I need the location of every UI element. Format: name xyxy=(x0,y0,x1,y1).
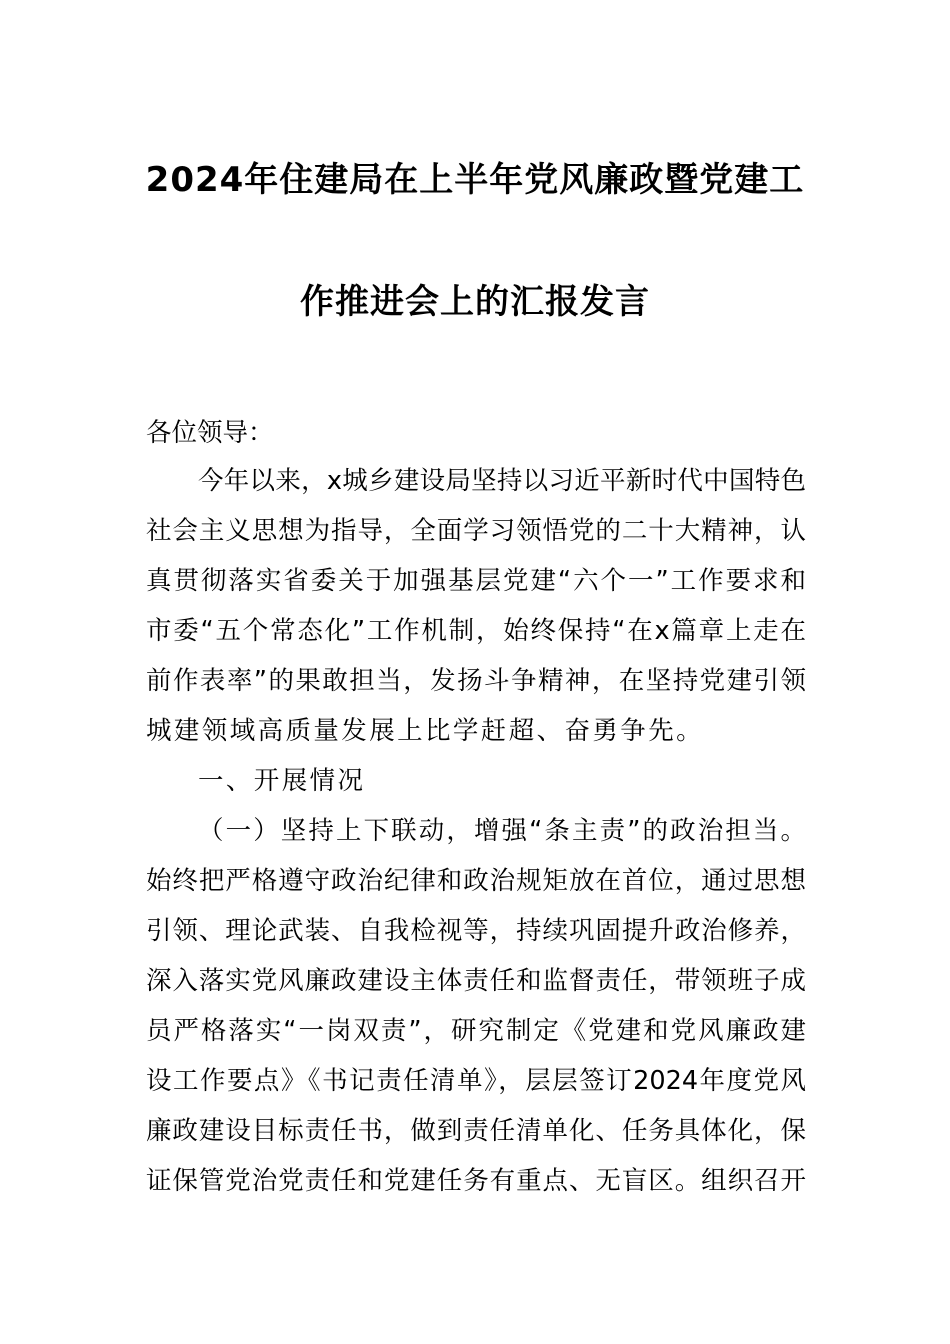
paragraph-1-line-5: 前作表率”的果敢担当，发扬斗争精神，在坚持党建引领 xyxy=(146,666,806,696)
paragraph-2-line-2: 引领、理论武装、自我检视等，持续巩固提升政治修养， xyxy=(146,916,806,946)
paragraph-1-line-6: 城建领域高质量发展上比学赶超、奋勇争先。 xyxy=(146,716,705,746)
paragraph-2-line-6: 廉政建设目标责任书，做到责任清单化、任务具体化，保 xyxy=(146,1116,806,1146)
paragraph-1-line-4: 市委“五个常态化”工作机制，始终保持“在x篇章上走在 xyxy=(146,616,806,646)
document-title-line-2: 作推进会上的汇报发言 xyxy=(300,282,650,322)
paragraph-2-line-1: 始终把严格遵守政治纪律和政治规矩放在首位，通过思想 xyxy=(146,866,806,896)
paragraph-2-line-7: 证保管党治党责任和党建任务有重点、无盲区。组织召开 xyxy=(146,1166,806,1196)
subsection-heading: （一）坚持上下联动，增强“条主责”的政治担当。 xyxy=(198,816,806,846)
paragraph-2-line-5: 设工作要点》《书记责任清单》，层层签订2024年度党风 xyxy=(146,1066,806,1096)
paragraph-1-line-1: 今年以来，x城乡建设局坚持以习近平新时代中国特色 xyxy=(198,466,806,496)
paragraph-2-line-4: 员严格落实“一岗双责”，研究制定《党建和党风廉政建 xyxy=(146,1016,806,1046)
section-heading: 一、开展情况 xyxy=(198,766,366,796)
paragraph-2-line-3: 深入落实党风廉政建设主体责任和监督责任，带领班子成 xyxy=(146,966,806,996)
paragraph-1-line-3: 真贯彻落实省委关于加强基层党建“六个一”工作要求和 xyxy=(146,566,806,596)
salutation: 各位领导： xyxy=(146,418,274,448)
paragraph-1-line-2: 社会主义思想为指导，全面学习领悟党的二十大精神，认 xyxy=(146,516,806,546)
document-title-line-1: 2024年住建局在上半年党风廉政暨党建工 xyxy=(145,160,805,200)
